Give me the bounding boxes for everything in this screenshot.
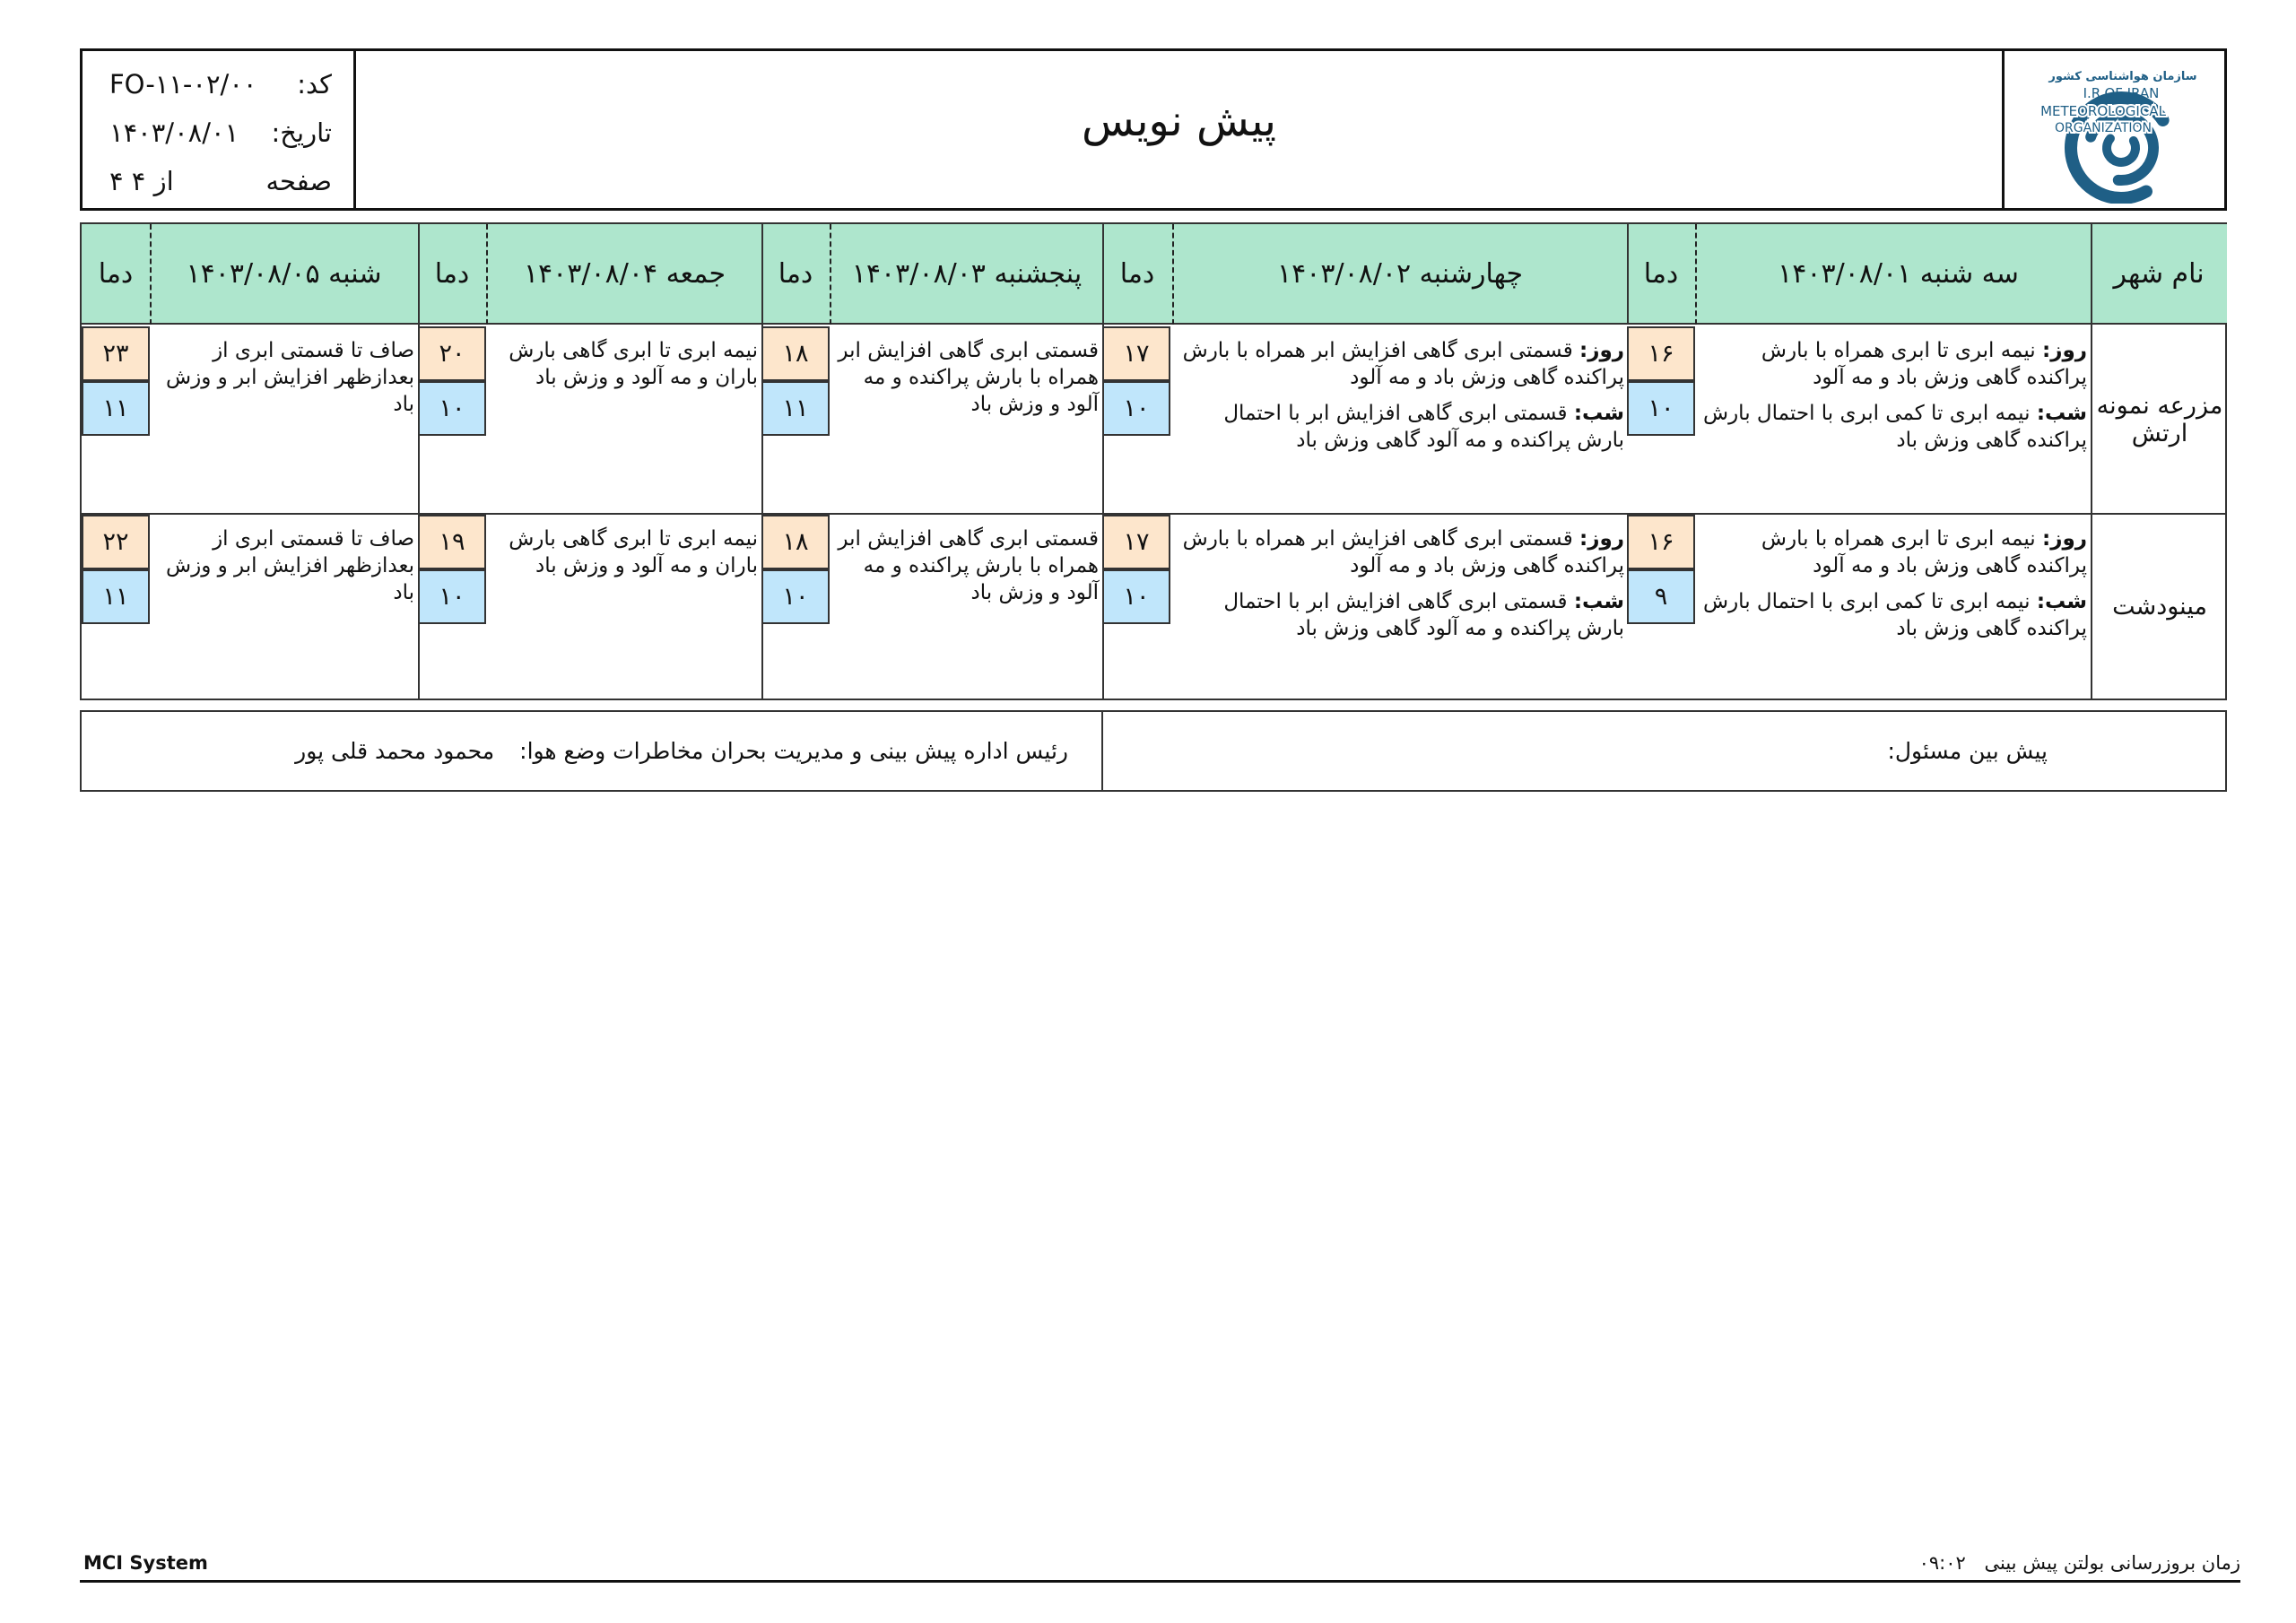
- department-head-name: محمود محمد قلی پور: [295, 738, 495, 764]
- page-row: [83, 159, 353, 204]
- forecast-day4-text: نیمه ابری تا ابری گاهی بارش باران و مه آلود و وزش باد: [509, 339, 758, 389]
- header-dashed-divider: [486, 224, 488, 325]
- update-label: زمان بروزرسانی بولتن پیش بینی: [1984, 1552, 2240, 1574]
- night-forecast: نیمه ابری تا کمی ابری با احتمال بارش پراکنده گاهی وزش باد: [1703, 590, 2087, 640]
- header-dashed-divider: [1695, 224, 1697, 325]
- max-temperature: ۲۰: [418, 326, 486, 381]
- forecast-day1-text: [1696, 525, 2087, 651]
- code-row: [83, 62, 353, 107]
- forecast-day5-text: صاف تا قسمتی ابری از بعدازظهر افزایش ابر و وزش باد: [166, 339, 414, 416]
- logo-text-en-1: I.R.OF IRAN: [2083, 85, 2160, 101]
- city-name: مزرعه نمونه ارتش: [2096, 392, 2223, 447]
- max-temperature: ۱۶: [1627, 326, 1695, 381]
- header-dashed-divider: [1172, 224, 1174, 325]
- max-temperature: ۱۸: [761, 326, 830, 381]
- min-temperature: ۱۰: [1627, 381, 1695, 436]
- temp-header-4: دما: [434, 257, 470, 290]
- logo-cell: [2002, 51, 2224, 208]
- forecast-day3-text: قسمتی ابری گاهی افزایش ابر همراه با بارش پراکنده و مه آلود و وزش باد: [838, 339, 1099, 416]
- department-head-title: رئیس اداره پیش بینی و مدیریت بحران مخاطرات وضع هوا:: [519, 738, 1068, 764]
- logo-text-fa: سازمان هواشناسی کشور: [2048, 70, 2197, 83]
- max-temperature: ۱۹: [418, 515, 486, 569]
- temp-header-2: دما: [1119, 257, 1155, 290]
- night-label: شب:: [2036, 590, 2087, 613]
- day-forecast: قسمتی ابری گاهی افزایش ابر همراه با بارش پراکنده گاهی وزش باد و مه آلود: [1182, 527, 1624, 577]
- day-header-3-date: پنجشنبه ۱۴۰۳/۰۸/۰۳: [851, 257, 1083, 290]
- day-header-3: [761, 224, 1102, 325]
- column-divider: [418, 224, 420, 699]
- day-label: روز:: [2042, 527, 2087, 551]
- logo-text-en-3: ORGANIZATION: [2054, 121, 2152, 135]
- max-temperature: ۲۲: [82, 515, 150, 569]
- page-label: صفحه: [265, 166, 332, 196]
- code-value: FO-۱۱-۰۲/۰۰: [109, 69, 257, 100]
- min-temperature: ۱۱: [82, 569, 150, 624]
- city-name: مینودشت: [2112, 593, 2207, 621]
- date-label: تاریخ:: [271, 117, 332, 148]
- page-value: ۴ از ۴: [109, 166, 174, 196]
- max-temperature: ۱۷: [1102, 326, 1170, 381]
- max-temperature: ۱۶: [1627, 515, 1695, 569]
- day-header-5: [82, 224, 418, 325]
- signature-divider: [1101, 712, 1103, 790]
- night-label: شب:: [2036, 402, 2087, 425]
- day-header-4: [418, 224, 761, 325]
- bulletin-update-time: [1839, 1552, 2240, 1574]
- night-label: شب:: [1573, 590, 1624, 613]
- min-temperature: ۱۰: [1102, 569, 1170, 624]
- header-dashed-divider: [830, 224, 831, 325]
- forecast-day3-text: قسمتی ابری گاهی افزایش ابر همراه با بارش پراکنده و مه آلود و وزش باد: [838, 527, 1099, 604]
- min-temperature: ۱۱: [82, 381, 150, 436]
- day-header-1-date: سه شنبه ۱۴۰۳/۰۸/۰۱: [1778, 257, 2019, 290]
- update-time: ۰۹:۰۲: [1918, 1552, 1966, 1574]
- system-name: MCI System: [83, 1552, 208, 1574]
- forecast-day2-text: [1174, 337, 1624, 463]
- date-value: ۱۴۰۳/۰۸/۰۱: [109, 117, 239, 148]
- forecast-day4-text: نیمه ابری تا ابری گاهی بارش باران و مه آلود و وزش باد: [509, 527, 758, 577]
- day-label: روز:: [1579, 527, 1624, 551]
- day-header-2-date: چهارشنبه ۱۴۰۳/۰۸/۰۲: [1277, 257, 1523, 290]
- column-divider: [1102, 224, 1104, 699]
- header-dashed-divider: [150, 224, 152, 325]
- document-meta: [83, 51, 356, 208]
- day-forecast: نیمه ابری تا ابری همراه با بارش پراکنده گاهی وزش باد و مه آلود: [1761, 527, 2087, 577]
- day-header-2: [1102, 224, 1627, 325]
- city-column-header: نام شهر: [2091, 224, 2227, 325]
- column-divider: [1627, 224, 1629, 325]
- day-label: روز:: [2042, 339, 2087, 362]
- temp-header-5: دما: [98, 257, 134, 290]
- night-forecast: قسمتی ابری گاهی افزایش ابر با احتمال بارش پراکنده و مه آلود گاهی وزش باد: [1223, 590, 1624, 640]
- department-head: [295, 712, 1068, 790]
- day-forecast: نیمه ابری تا ابری همراه با بارش پراکنده گاهی وزش باد و مه آلود: [1761, 339, 2087, 389]
- day-forecast: قسمتی ابری گاهی افزایش ابر همراه با بارش پراکنده گاهی وزش باد و مه آلود: [1182, 339, 1624, 389]
- page-title: پیش نویس: [1082, 95, 1277, 146]
- night-forecast: نیمه ابری تا کمی ابری با احتمال بارش پراکنده گاهی وزش باد: [1703, 402, 2087, 452]
- min-temperature: ۱۰: [418, 569, 486, 624]
- min-temperature: ۹: [1627, 569, 1695, 624]
- temp-header-3: دما: [778, 257, 813, 290]
- min-temperature: ۱۰: [1102, 381, 1170, 436]
- logo-text-en-2: METEOROLOGICAL: [2040, 103, 2166, 119]
- meteorological-organization-logo: [2015, 60, 2213, 204]
- day-header-5-date: شنبه ۱۴۰۳/۰۸/۰۵: [186, 257, 382, 290]
- forecast-day5-text: صاف تا قسمتی ابری از بعدازظهر افزایش ابر و وزش باد: [166, 527, 414, 604]
- column-divider: [761, 224, 763, 699]
- min-temperature: ۱۰: [761, 569, 830, 624]
- date-row: [83, 110, 353, 155]
- document-header: [80, 48, 2227, 211]
- day-header-4-date: جمعه ۱۴۰۳/۰۸/۰۴: [523, 257, 726, 290]
- temp-header-1: دما: [1643, 257, 1679, 290]
- min-temperature: ۱۰: [418, 381, 486, 436]
- max-temperature: ۱۷: [1102, 515, 1170, 569]
- forecast-day1-text: [1696, 337, 2087, 463]
- responsible-forecaster: پیش بین مسئول:: [1887, 738, 2048, 764]
- forecast-day2-text: [1174, 525, 1624, 651]
- min-temperature: ۱۱: [761, 381, 830, 436]
- night-label: شب:: [1573, 402, 1624, 425]
- max-temperature: ۲۳: [82, 326, 150, 381]
- forecast-table: [80, 222, 2227, 700]
- max-temperature: ۱۸: [761, 515, 830, 569]
- code-label: کد:: [297, 69, 332, 100]
- night-forecast: قسمتی ابری گاهی افزایش ابر با احتمال بارش پراکنده و مه آلود گاهی وزش باد: [1223, 402, 1624, 452]
- signature-box: [80, 710, 2227, 792]
- footer-rule: [80, 1580, 2240, 1583]
- day-label: روز:: [1579, 339, 1624, 362]
